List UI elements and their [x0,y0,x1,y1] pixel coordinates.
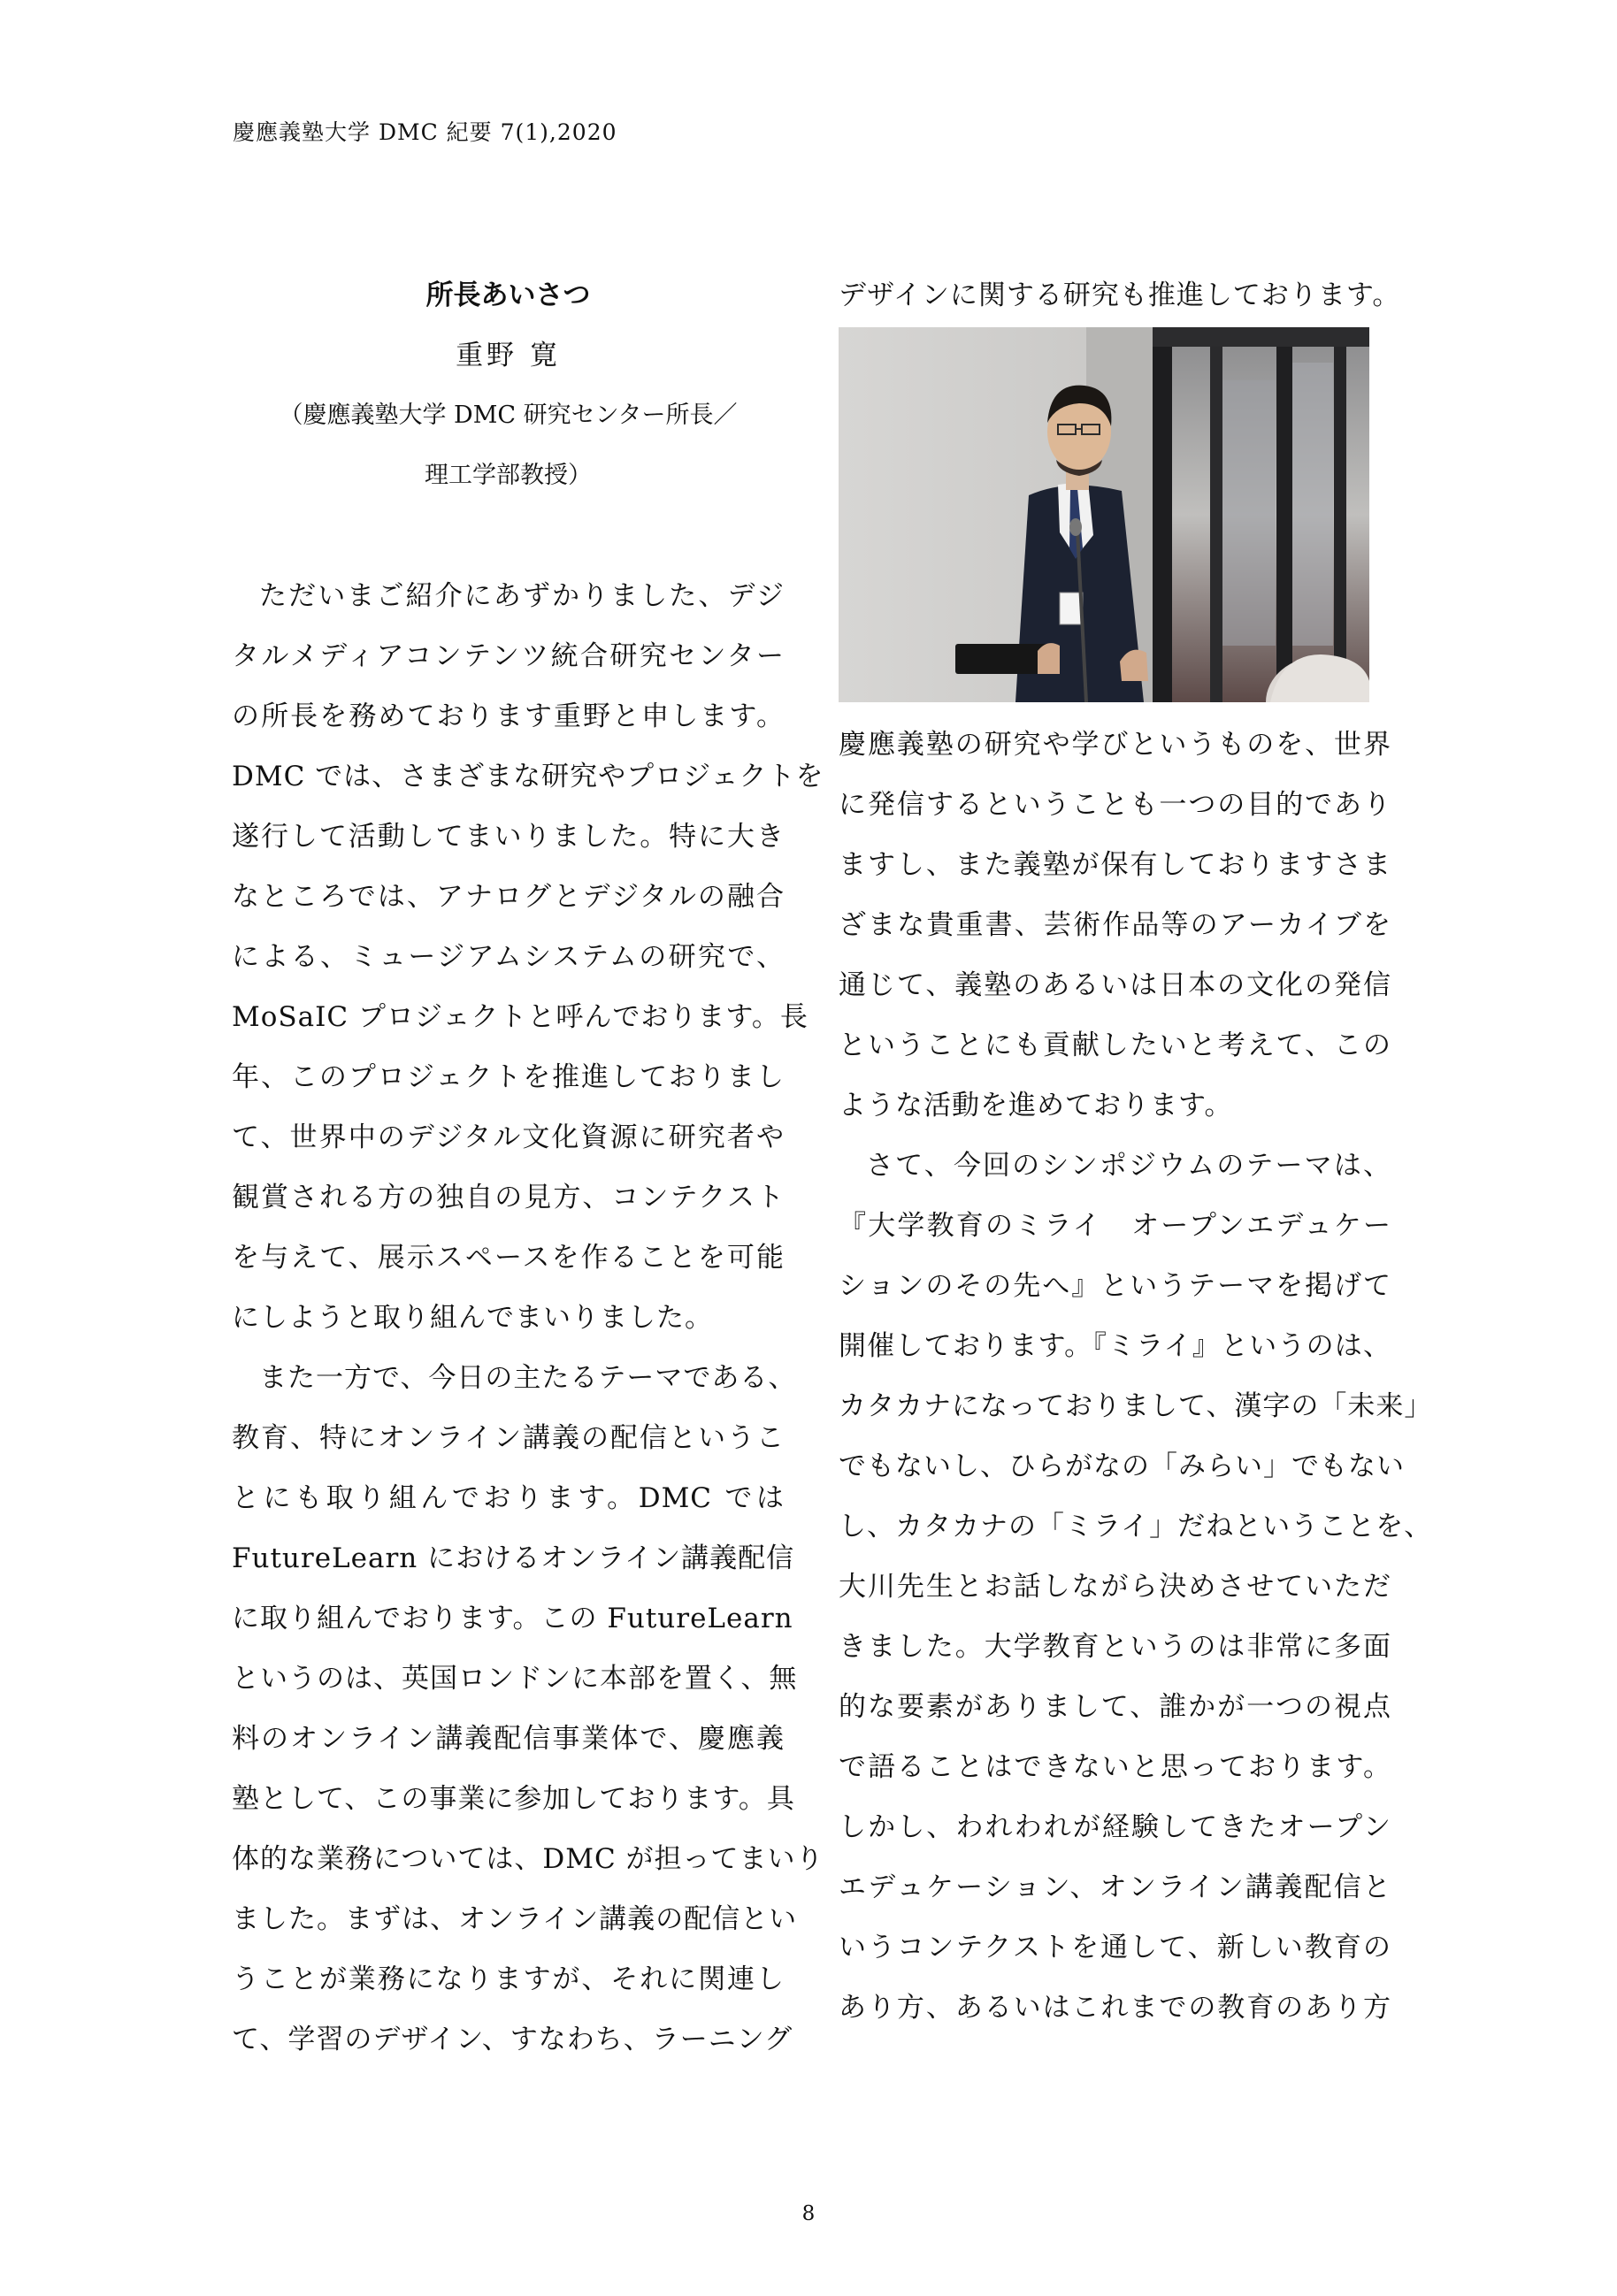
text-line: ますし、また義塾が保有しておりますさま [839,849,1391,881]
paragraph-4 [839,1136,1433,2038]
text-line: とにも取り組んでおります。DMC では [232,1482,785,1514]
text-line: 体的な業務については、DMC が担ってまいり [232,1843,824,1875]
text-line: きました。大学教育というのは非常に多面 [839,1631,1391,1663]
text-line: DMC では、さまざまな研究やプロジェクトを [232,761,824,792]
paragraph-3 [839,715,1391,1136]
text-line: うことが業務になりますが、それに関連し [232,1963,785,1995]
text-line: あり方、あるいはこれまでの教育のあり方 [839,1992,1391,2024]
text-line: し、カタカナの「ミライ」だねということを、 [839,1511,1433,1542]
text-line: 教育、特にオンライン講義の配信というこ [232,1422,785,1454]
text-line: 観賞される方の独自の見方、コンテクスト [232,1182,785,1213]
author-affiliation-line-1: （慶應義塾大学 DMC 研究センター所長／ [279,402,738,429]
article-title: 所長あいさつ [425,279,591,311]
speaker-photo-illustration [839,327,1369,702]
text-line: ざまな貴重書、芸術作品等のアーカイブを [839,909,1391,941]
text-line: しかし、われわれが経験してきたオープン [839,1811,1391,1843]
text-line: エデュケーション、オンライン講義配信と [839,1871,1391,1903]
paragraph-2 [232,1348,824,2070]
text-line: 大川先生とお話しながら決めさせていただ [839,1571,1391,1603]
text-line: また一方で、今日の主たるテーマである、 [259,1362,797,1394]
text-line: タルメディアコンテンツ統合研究センター [232,640,785,672]
text-line: ただいまご紹介にあずかりました、デジ [259,580,785,612]
running-header: 慶應義塾大学 DMC 紀要 7(1),2020 [233,119,617,145]
text-line: さて、今回のシンポジウムのテーマは、 [866,1150,1391,1182]
text-line: 年、このプロジェクトを推進しておりまし [232,1061,785,1093]
text-line: 慶應義塾の研究や学びというものを、世界 [839,729,1391,761]
right-column [839,265,1433,2038]
text-line: 的な要素がありまして、誰かが一つの視点 [839,1691,1391,1723]
text-line: というのは、英国ロンドンに本部を置く、無 [232,1663,798,1695]
author-affiliation-line-2: 理工学部教授） [425,462,592,489]
text-line: にしようと取り組んでまいりました。 [232,1302,713,1334]
title-block [232,265,785,506]
text-line: て、世界中のデジタル文化資源に研究者や [232,1121,785,1153]
text-line: に発信するということも一つの目的であり [839,789,1391,821]
text-line: による、ミュージアムシステムの研究で、 [232,941,785,973]
text-line: ました。まずは、オンライン講義の配信とい [232,1903,798,1935]
author-name: 重野 寛 [456,340,561,371]
text-line: カタカナになっておりまして、漢字の「未来」 [839,1390,1433,1422]
text-line: 開催しております。『ミライ』というのは、 [839,1330,1391,1362]
text-line: 遂行して活動してまいりました。特に大き [232,821,785,853]
text-line: ような活動を進めております。 [839,1090,1233,1121]
continuation-paragraph [839,265,1401,325]
text-line: 料のオンライン講義配信事業体で、慶應義 [232,1723,785,1755]
text-line: デザインに関する研究も推進しております。 [839,279,1401,311]
text-line: を与えて、展示スペースを作ることを可能 [232,1242,785,1274]
text-line: MoSaIC プロジェクトと呼んでおります。長 [232,1001,808,1033]
text-line: に取り組んでおります。この FutureLearn [232,1603,793,1634]
text-line: 塾として、この事業に参加しております。具 [232,1783,795,1815]
text-line: 通じて、義塾のあるいは日本の文化の発信 [839,969,1391,1001]
text-line: の所長を務めております重野と申します。 [232,700,785,732]
left-column [232,265,824,2070]
text-line: て、学習のデザイン、すなわち、ラーニング [232,2024,793,2055]
text-line: ということにも貢献したいと考えて、この [839,1029,1391,1061]
text-line: FutureLearn におけるオンライン講義配信 [232,1542,795,1574]
text-line: でもないし、ひらがなの「みらい」でもない [839,1450,1405,1482]
page-number: 8 [801,2202,816,2225]
text-line: 『大学教育のミライ オープンエデュケー [839,1210,1391,1242]
spacer [232,506,785,566]
text-line: ションのその先へ』というテーマを掲げて [839,1270,1391,1302]
text-line: いうコンテクストを通して、新しい教育の [839,1932,1391,1963]
speaker-photo [839,327,1369,702]
paragraph-1 [232,566,824,1348]
text-line: で語ることはできないと思っております。 [839,1751,1391,1783]
text-line: なところでは、アナログとデジタルの融合 [232,881,785,913]
